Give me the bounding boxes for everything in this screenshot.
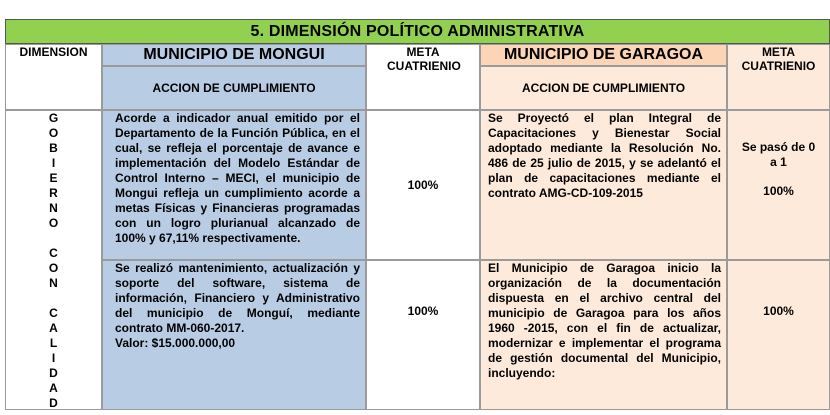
row2-garagoa-action bbox=[480, 260, 727, 410]
dimension-letter: O bbox=[48, 261, 59, 275]
header-dimension-label: DIMENSION bbox=[19, 45, 88, 59]
dimension-letter: B bbox=[49, 141, 58, 155]
header-meta-garagoa bbox=[727, 44, 830, 110]
dimension-letter: R bbox=[49, 186, 58, 200]
dimension-letter: G bbox=[48, 111, 59, 125]
row1-meta-garagoa-line2: a 1 bbox=[770, 155, 787, 169]
row1-meta-garagoa-line3: 100% bbox=[763, 184, 794, 198]
dimension-letter: N bbox=[49, 276, 58, 290]
row1-meta-garagoa bbox=[727, 110, 830, 260]
dimension-letter: I bbox=[51, 351, 56, 365]
header-accion-garagoa: ACCION DE CUMPLIMIENTO bbox=[480, 66, 727, 110]
dimension-vertical-text bbox=[6, 111, 101, 411]
header-accion-mongui: ACCION DE CUMPLIMIENTO bbox=[102, 66, 366, 110]
row1-meta-garagoa-line1: Se pasó de 0 bbox=[741, 140, 816, 154]
row1-garagoa-text: Se Proyectó el plan Integral de Capacitaciones y Bienestar Social adoptado mediante la Resolución No. 486 de 25 julio de 2015, y se adelantó el plan de capacitaciones mediante el contrato AMG-CD-109-2015 bbox=[488, 111, 721, 200]
header-dimension bbox=[5, 44, 102, 110]
row2-meta-garagoa bbox=[727, 260, 830, 410]
dimension-letter: A bbox=[49, 381, 58, 395]
dimension-letter: L bbox=[49, 336, 58, 350]
dimension-letter: N bbox=[49, 201, 58, 215]
dimension-cell bbox=[5, 110, 102, 410]
row1-meta-mongui: 100% bbox=[366, 110, 480, 260]
header-garagoa: MUNICIPIO DE GARAGOA bbox=[480, 44, 727, 66]
dimension-letter: D bbox=[49, 396, 58, 410]
dimension-letter: O bbox=[48, 126, 59, 140]
dimension-letter: O bbox=[48, 216, 59, 230]
row2-mongui-valor: Valor: $15.000.000,00 bbox=[115, 336, 236, 350]
row2-meta-garagoa-value: 100% bbox=[763, 304, 794, 318]
header-mongui: MUNICIPIO DE MONGUI bbox=[102, 44, 366, 66]
row1-mongui-text: Acorde a indicador anual emitido por el Departamento de la Función Pública, en el cual, se refleja el porcentaje de avance e implementación del Modelo Estándar de Control Interno – MECI, el municipio de Mongui refleja un cumplimiento acorde a metas Físicas y Financieras programadas con un logro plurianual alcanzado de 100% y 67,11% respectivamente. bbox=[115, 111, 360, 245]
row2-garagoa-text: El Municipio de Garagoa inicio la organización de la documentación dispuesta en el archivo central del municipio de Garagoa para los años 1960 -2015, con el fin de actualizar, modernizar e implementar el programa de gestión documental del Municipio, incluyendo: bbox=[488, 261, 721, 380]
dimension-letter: C bbox=[49, 246, 58, 260]
header-meta-mongui bbox=[366, 44, 480, 110]
row1-mongui-action bbox=[102, 110, 366, 260]
dimension-letter: A bbox=[49, 321, 58, 335]
row2-meta-mongui bbox=[366, 260, 480, 410]
header-meta-mongui-label: META CUATRIENIO bbox=[387, 45, 461, 73]
row2-meta-mongui-value: 100% bbox=[407, 304, 439, 318]
dimension-letter: D bbox=[49, 366, 58, 380]
row2-mongui-text: Se realizó mantenimiento, actualización y soporte del software, sistema de información, Financiero y Administrativo del municipio de Monguí, mediante contrato MM-060-2017. bbox=[115, 261, 360, 335]
dimension-letter: C bbox=[49, 306, 58, 320]
row1-garagoa-action bbox=[480, 110, 727, 260]
header-meta-garagoa-label: META CUATRIENIO bbox=[741, 45, 816, 73]
row2-mongui-action bbox=[102, 260, 366, 410]
dimension-letter bbox=[6, 231, 101, 246]
dimension-letter: E bbox=[49, 171, 58, 185]
dimension-letter bbox=[6, 291, 101, 306]
dimension-letter: I bbox=[51, 156, 56, 170]
section-title: 5. DIMENSIÓN POLÍTICO ADMINISTRATIVA bbox=[5, 19, 830, 44]
